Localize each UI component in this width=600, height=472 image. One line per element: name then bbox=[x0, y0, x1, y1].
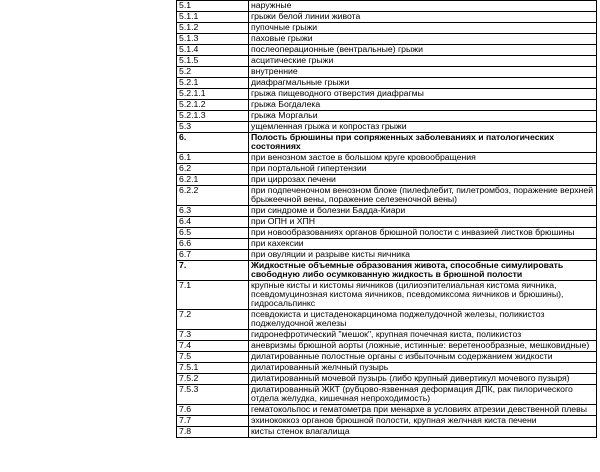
table-body bbox=[177, 1, 597, 438]
row-text: ущемленная грыжа и копростаз грыжи bbox=[249, 122, 597, 133]
row-text: аневризмы брюшной аорты (ложные, истинные: веретенообразные, мешковидные) bbox=[249, 341, 597, 352]
table-row bbox=[177, 405, 597, 416]
row-text: асцитические грыжи bbox=[249, 56, 597, 67]
row-code: 6.2.2 bbox=[177, 186, 249, 206]
row-text: грыжа пищеводного отверстия диафрагмы bbox=[249, 89, 597, 100]
row-text: пупочные грыжи bbox=[249, 23, 597, 34]
row-text: диафрагмальные грыжи bbox=[249, 78, 597, 89]
table-row bbox=[177, 385, 597, 405]
table-row bbox=[177, 12, 597, 23]
row-code: 7.2 bbox=[177, 310, 249, 330]
row-text: при венозном застое в большом круге кровообращения bbox=[249, 153, 597, 164]
row-code: 6.2.1 bbox=[177, 175, 249, 186]
table-row bbox=[177, 217, 597, 228]
table-row bbox=[177, 78, 597, 89]
table-row bbox=[177, 175, 597, 186]
table-row bbox=[177, 133, 597, 153]
row-text: при синдроме и болезни Бадда-Киари bbox=[249, 206, 597, 217]
row-code: 6.2 bbox=[177, 164, 249, 175]
row-code: 5.2.1.1 bbox=[177, 89, 249, 100]
row-code: 6.4 bbox=[177, 217, 249, 228]
row-text: паховые грыжи bbox=[249, 34, 597, 45]
table-row bbox=[177, 341, 597, 352]
row-code: 5.2.1.2 bbox=[177, 100, 249, 111]
table-row bbox=[177, 45, 597, 56]
row-text: грыжа Моргальи bbox=[249, 111, 597, 122]
table-row bbox=[177, 228, 597, 239]
row-code: 5.1.3 bbox=[177, 34, 249, 45]
table-row bbox=[177, 363, 597, 374]
row-text: эхинококкоз органов брюшной полости, крупная желчная киста печени bbox=[249, 416, 597, 427]
table-row bbox=[177, 89, 597, 100]
row-text: при новообразованиях органов брюшной полости с инвазией листков брюшины bbox=[249, 228, 597, 239]
table-row bbox=[177, 164, 597, 175]
row-text: при подпеченочном венозном блоке (пилефлебит, пилетромбоз, поражение верхней брыжеечной вены, поражение селезеночной вены) bbox=[249, 186, 597, 206]
row-text: грыжи белой линии живота bbox=[249, 12, 597, 23]
row-text: при овуляции и разрыве кисты яичника bbox=[249, 250, 597, 261]
table-row bbox=[177, 111, 597, 122]
table-row bbox=[177, 206, 597, 217]
row-text: при кахексии bbox=[249, 239, 597, 250]
table-row bbox=[177, 67, 597, 78]
row-text: при ОПН и ХПН bbox=[249, 217, 597, 228]
row-text: при циррозах печени bbox=[249, 175, 597, 186]
row-code: 7.1 bbox=[177, 281, 249, 310]
row-code: 5.1.5 bbox=[177, 56, 249, 67]
table-row bbox=[177, 186, 597, 206]
table-row bbox=[177, 310, 597, 330]
row-text: дилатированный ЖКТ (рубцово-язвенная деформация ДПК, рак пилорического отдела желудка, кишечная непроходимость) bbox=[249, 385, 597, 405]
row-text: при портальной гипертензии bbox=[249, 164, 597, 175]
row-text: дилатированный желчный пузырь bbox=[249, 363, 597, 374]
row-code: 5.2.1.3 bbox=[177, 111, 249, 122]
row-code: 5.1.1 bbox=[177, 12, 249, 23]
row-code: 5.1.4 bbox=[177, 45, 249, 56]
row-code: 6.1 bbox=[177, 153, 249, 164]
row-code: 5.3 bbox=[177, 122, 249, 133]
table-row bbox=[177, 250, 597, 261]
table-row bbox=[177, 281, 597, 310]
table-row bbox=[177, 1, 597, 12]
table-row bbox=[177, 352, 597, 363]
row-code: 6.5 bbox=[177, 228, 249, 239]
row-text: грыжа Богдалека bbox=[249, 100, 597, 111]
row-code: 7.6 bbox=[177, 405, 249, 416]
row-text: крупные кисты и кистомы яичников (цилиоэпителиальная кистома яичника, псевдомуцинозная кистома яичников, псевдомиксома яичников и брюшины), гидросальпинкс bbox=[249, 281, 597, 310]
row-text: Жидкостные объемные образования живота, способные симулировать свободную либо осумкованную жидкость в брюшной полости bbox=[249, 261, 597, 281]
row-code: 7.5.1 bbox=[177, 363, 249, 374]
table-row bbox=[177, 330, 597, 341]
row-code: 6.7 bbox=[177, 250, 249, 261]
table-row bbox=[177, 153, 597, 164]
row-code: 7.5.2 bbox=[177, 374, 249, 385]
row-text: гидронефротический "мешок", крупная почечная киста, поликистоз bbox=[249, 330, 597, 341]
table-row bbox=[177, 416, 597, 427]
row-text: дилатированный мочевой пузырь (либо крупный дивертикул мочевого пузыря) bbox=[249, 374, 597, 385]
row-code: 6.6 bbox=[177, 239, 249, 250]
row-code: 7.5 bbox=[177, 352, 249, 363]
row-code: 6.3 bbox=[177, 206, 249, 217]
classification-table bbox=[176, 0, 597, 438]
table-row bbox=[177, 122, 597, 133]
table-row bbox=[177, 239, 597, 250]
row-code: 5.1.2 bbox=[177, 23, 249, 34]
row-code: 6. bbox=[177, 133, 249, 153]
row-code: 7.3 bbox=[177, 330, 249, 341]
row-text: псевдокиста и цистаденокарцинома поджелудочной железы, поликистоз поджелудочной железы bbox=[249, 310, 597, 330]
row-code: 7. bbox=[177, 261, 249, 281]
row-text: дилатированные полостные органы с избыточным содержанием жидкости bbox=[249, 352, 597, 363]
row-code: 7.4 bbox=[177, 341, 249, 352]
table-row bbox=[177, 34, 597, 45]
row-code: 7.8 bbox=[177, 427, 249, 438]
row-text: гематокольпос и гематометра при менархе в условиях атрезии девственной плевы bbox=[249, 405, 597, 416]
table-row bbox=[177, 427, 597, 438]
row-code: 5.2.1 bbox=[177, 78, 249, 89]
table-row bbox=[177, 56, 597, 67]
table-row bbox=[177, 261, 597, 281]
row-text: внутренние bbox=[249, 67, 597, 78]
row-code: 5.1 bbox=[177, 1, 249, 12]
row-text: послеоперационные (вентральные) грыжи bbox=[249, 45, 597, 56]
table-row bbox=[177, 100, 597, 111]
table-row bbox=[177, 23, 597, 34]
table-row bbox=[177, 374, 597, 385]
row-text: Полость брюшины при сопряженных заболеваниях и патологических состояниях bbox=[249, 133, 597, 153]
row-code: 5.2 bbox=[177, 67, 249, 78]
row-text: наружные bbox=[249, 1, 597, 12]
row-code: 7.5.3 bbox=[177, 385, 249, 405]
row-code: 7.7 bbox=[177, 416, 249, 427]
row-text: кисты стенок влагалища bbox=[249, 427, 597, 438]
